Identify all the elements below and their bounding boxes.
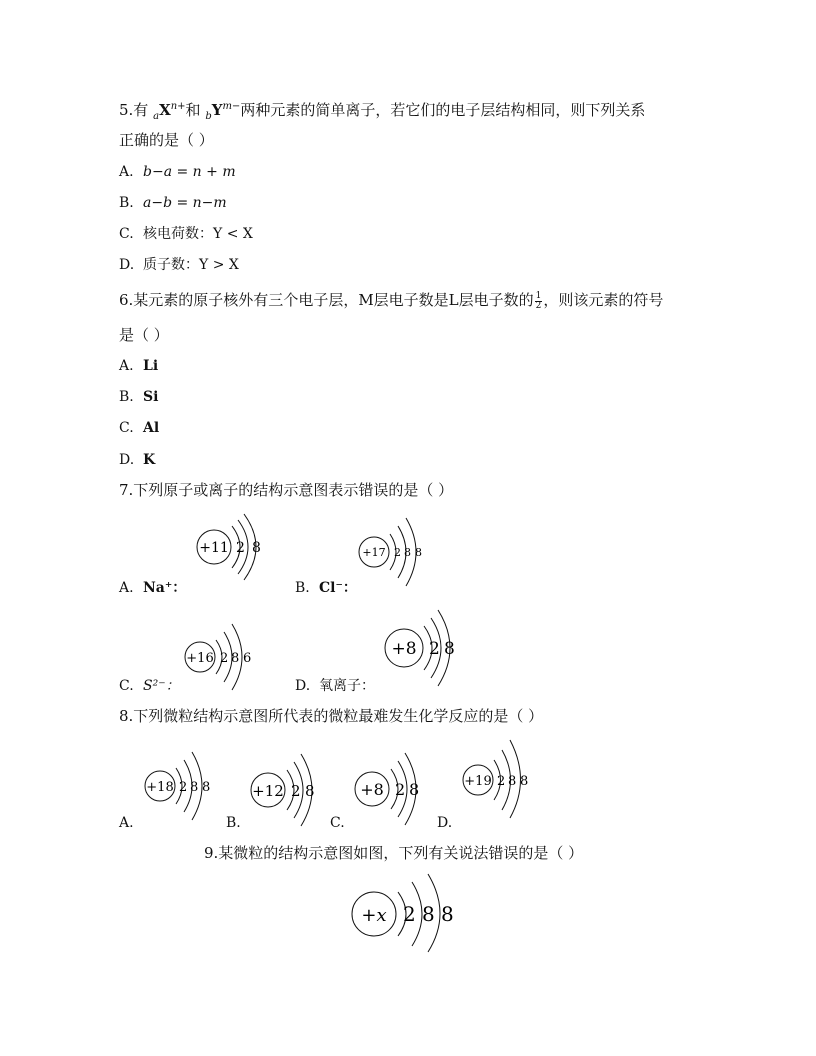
q5-option-d: D. 质子数：Y > X: [119, 257, 239, 273]
q7-diagram-c: [184, 622, 264, 696]
svg-text:2: 2: [395, 780, 406, 799]
q6-stem-line1: 6.某元素的原子核外有三个电子层，M层电子数是L层电子数的 $\frac{1}{2}$ ，则该元素的符号: [119, 290, 664, 311]
svg-text:8: 8: [415, 546, 422, 559]
q6-option-c: C. Al: [119, 420, 160, 436]
q8-diagram-c: [354, 752, 434, 831]
q8-option-d-label: D.: [437, 815, 453, 831]
svg-text:+x: +x: [361, 905, 387, 926]
svg-text:+11: +11: [199, 540, 229, 556]
svg-text:8: 8: [404, 546, 411, 559]
q9-diagram: [350, 872, 470, 956]
svg-text:+12: +12: [252, 782, 284, 800]
q9-stem: 9.某微粒的结构示意图如图，下列有关说法错误的是（ ）: [204, 844, 584, 862]
q6-option-b: B. Si: [119, 389, 159, 405]
svg-text:8: 8: [190, 780, 199, 795]
svg-text:8: 8: [444, 639, 455, 659]
svg-text:2: 2: [236, 540, 245, 556]
svg-text:2: 2: [179, 780, 188, 795]
svg-text:+19: +19: [464, 774, 492, 789]
q8-diagram-b: [250, 752, 330, 831]
svg-text:8: 8: [409, 780, 420, 799]
svg-text:+8: +8: [391, 639, 417, 659]
svg-text:+17: +17: [362, 546, 386, 559]
q7-option-a-label: A. Na⁺：: [119, 580, 187, 596]
svg-text:2: 2: [429, 639, 440, 659]
q7-diagram-d: [384, 610, 464, 694]
svg-text:+8: +8: [360, 780, 384, 799]
svg-text:8: 8: [202, 780, 211, 795]
svg-text:6: 6: [243, 651, 252, 666]
svg-text:2: 2: [220, 651, 229, 666]
q8-stem: 8.下列微粒结构示意图所代表的微粒最难发生化学反应的是（ ）: [119, 707, 544, 725]
svg-text:8: 8: [508, 774, 517, 789]
q7-diagram-a: [196, 514, 266, 588]
svg-text:+16: +16: [186, 651, 214, 666]
q8-option-a-label: A.: [119, 815, 134, 831]
q5-stem-line2: 正确的是（ ）: [119, 131, 214, 149]
svg-text:2: 2: [403, 902, 416, 926]
q6-option-a: A. Li: [119, 358, 159, 374]
svg-text:+18: +18: [146, 780, 174, 795]
svg-text:8: 8: [252, 540, 261, 556]
q8-diagram-d: [462, 738, 542, 822]
q7-stem: 7.下列原子或离子的结构示意图表示错误的是（ ）: [119, 481, 454, 499]
svg-text:8: 8: [441, 902, 454, 926]
q5-option-c: C. 核电荷数：Y < X: [119, 226, 253, 242]
q7-diagram-b: [358, 514, 438, 593]
q5-option-a: A. b−a = n + m: [119, 164, 236, 180]
svg-text:8: 8: [520, 774, 529, 789]
q7-option-b-label: B. Cl⁻：: [295, 580, 357, 596]
q7-option-d-label: D. 氧离子：: [295, 678, 375, 694]
q8-option-c-label: C.: [330, 815, 345, 831]
q5-stem-line1: 5.有 $_aX^{n+}$和 $_bY^{m-}$两种元素的简单离子，若它们的电子层结构相同，则下列关系: [119, 101, 646, 122]
svg-text:2: 2: [497, 774, 506, 789]
q6-fraction: $\frac{1}{2}$: [535, 290, 542, 311]
q8-option-b-label: B.: [226, 815, 241, 831]
svg-text:2: 2: [291, 782, 301, 800]
svg-text:8: 8: [305, 782, 315, 800]
q7-option-c-label: C. S²⁻：: [119, 678, 180, 694]
svg-text:8: 8: [422, 902, 435, 926]
svg-text:2: 2: [394, 546, 401, 559]
svg-text:8: 8: [231, 651, 240, 666]
q8-diagram-a: [144, 750, 224, 829]
q6-stem-line2: 是（ ）: [119, 326, 169, 344]
q6-option-d: D. K: [119, 452, 156, 468]
q5-option-b: B. a−b = n−m: [119, 195, 227, 211]
